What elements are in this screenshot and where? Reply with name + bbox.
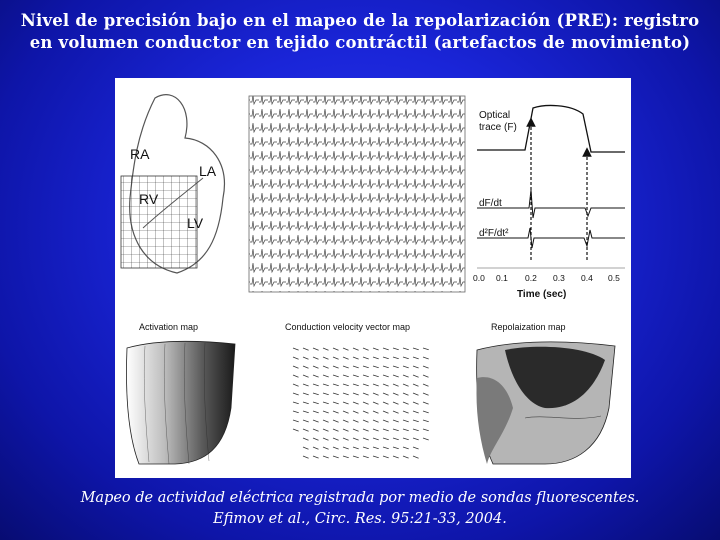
velocity-vector [393, 375, 399, 377]
slide-title [20, 10, 700, 54]
velocity-vector [293, 375, 299, 377]
velocity-vector [293, 357, 299, 359]
time-axis-label: Time (sec) [517, 289, 567, 300]
velocity-vector [353, 375, 359, 377]
velocity-vector [383, 375, 389, 377]
velocity-vector [423, 393, 429, 395]
label-la: LA [199, 163, 217, 179]
velocity-vector [393, 447, 399, 449]
velocity-vector [313, 438, 319, 440]
velocity-vector [303, 366, 309, 368]
velocity-vector [403, 420, 409, 422]
velocity-vector [293, 393, 299, 395]
velocity-vector [393, 456, 399, 458]
velocity-vector [333, 429, 339, 431]
velocity-vector [413, 456, 419, 458]
velocity-vector [323, 402, 329, 404]
velocity-vector [363, 384, 369, 386]
velocity-vector [303, 375, 309, 377]
velocity-vector [403, 447, 409, 449]
velocity-vector [323, 429, 329, 431]
velocity-vector [383, 348, 389, 350]
velocity-vector [363, 366, 369, 368]
conduction-map-title: Conduction velocity vector map [285, 322, 411, 332]
velocity-vector [343, 366, 349, 368]
velocity-vector [313, 366, 319, 368]
velocity-vector [373, 375, 379, 377]
optical-trace-plot [473, 106, 625, 300]
velocity-vector [333, 402, 339, 404]
velocity-vector [363, 393, 369, 395]
velocity-vector [333, 447, 339, 449]
label-ra: RA [130, 146, 150, 162]
velocity-vector [363, 411, 369, 413]
velocity-vector [423, 348, 429, 350]
label-optical-2: trace (F) [479, 122, 517, 133]
velocity-vector [303, 447, 309, 449]
velocity-vector [413, 393, 419, 395]
velocity-vector [373, 393, 379, 395]
velocity-vector [343, 402, 349, 404]
velocity-vector [363, 438, 369, 440]
velocity-vector [393, 411, 399, 413]
caption-line-1: Mapeo de actividad eléctrica registrada por medio de sondas fluorescentes. [80, 490, 640, 506]
velocity-vector [313, 402, 319, 404]
velocity-vector [383, 357, 389, 359]
velocity-vector [293, 420, 299, 422]
velocity-vector [323, 357, 329, 359]
velocity-vector [313, 456, 319, 458]
velocity-vector [353, 447, 359, 449]
label-rv: RV [139, 191, 159, 207]
velocity-vector [343, 420, 349, 422]
electrode-grid [121, 176, 197, 268]
velocity-vector [323, 375, 329, 377]
velocity-vector [323, 384, 329, 386]
velocity-vector [393, 393, 399, 395]
velocity-vector [423, 375, 429, 377]
velocity-vector [343, 384, 349, 386]
velocity-vector [353, 429, 359, 431]
velocity-vector [403, 384, 409, 386]
velocity-vector [413, 348, 419, 350]
velocity-vector [373, 348, 379, 350]
velocity-vector [323, 438, 329, 440]
velocity-vector [303, 438, 309, 440]
velocity-vector [373, 420, 379, 422]
label-optical-1: Optical [479, 110, 511, 121]
velocity-vector [383, 429, 389, 431]
velocity-vector [423, 357, 429, 359]
velocity-vector [293, 429, 299, 431]
velocity-vector [403, 375, 409, 377]
velocity-vector [423, 429, 429, 431]
velocity-vector [413, 384, 419, 386]
velocity-vector [373, 402, 379, 404]
tick-0: 0.0 [473, 273, 485, 283]
velocity-vector [393, 348, 399, 350]
figure-svg [115, 78, 631, 478]
velocity-vector [403, 348, 409, 350]
velocity-vector [353, 384, 359, 386]
velocity-vector [313, 384, 319, 386]
velocity-vector [333, 411, 339, 413]
velocity-vector [373, 366, 379, 368]
velocity-vector [413, 402, 419, 404]
velocity-vector [343, 393, 349, 395]
velocity-vector [393, 402, 399, 404]
tick-3: 0.3 [553, 273, 565, 283]
velocity-vector [383, 456, 389, 458]
velocity-vector [403, 366, 409, 368]
trace-grid [249, 96, 465, 292]
velocity-vector [363, 357, 369, 359]
velocity-vector [313, 429, 319, 431]
velocity-vector [353, 438, 359, 440]
velocity-vector [343, 411, 349, 413]
velocity-vector [303, 420, 309, 422]
velocity-vector [383, 393, 389, 395]
velocity-vector [393, 429, 399, 431]
velocity-vector [383, 384, 389, 386]
velocity-vector [413, 375, 419, 377]
velocity-vector [363, 429, 369, 431]
velocity-vector [353, 366, 359, 368]
velocity-vector [293, 402, 299, 404]
velocity-vector [413, 447, 419, 449]
velocity-vector [413, 357, 419, 359]
activation-map [127, 322, 236, 464]
velocity-vector [423, 438, 429, 440]
velocity-vector [403, 429, 409, 431]
figure-panel [115, 78, 631, 478]
activation-map-title: Activation map [139, 322, 199, 332]
velocity-vector [313, 375, 319, 377]
velocity-vector [313, 393, 319, 395]
velocity-vector [293, 348, 299, 350]
velocity-vector [353, 411, 359, 413]
velocity-vector [333, 375, 339, 377]
conduction-velocity-map [285, 322, 429, 458]
velocity-vector [363, 348, 369, 350]
velocity-vector [423, 420, 429, 422]
velocity-vector [343, 438, 349, 440]
velocity-vector [373, 384, 379, 386]
velocity-vector [303, 384, 309, 386]
velocity-vector [353, 456, 359, 458]
velocity-vector [423, 366, 429, 368]
velocity-vector [333, 348, 339, 350]
velocity-vector [363, 420, 369, 422]
label-df: dF/dt [479, 198, 502, 209]
velocity-vector [383, 438, 389, 440]
vector-field [293, 348, 429, 458]
velocity-vector [333, 384, 339, 386]
tick-5: 0.5 [608, 273, 620, 283]
velocity-vector [393, 438, 399, 440]
velocity-vector [413, 429, 419, 431]
velocity-vector [313, 357, 319, 359]
velocity-vector [353, 393, 359, 395]
velocity-vector [363, 456, 369, 458]
velocity-vector [353, 420, 359, 422]
velocity-vector [413, 420, 419, 422]
velocity-vector [323, 420, 329, 422]
repolarization-map [476, 322, 615, 464]
velocity-vector [313, 420, 319, 422]
velocity-vector [353, 357, 359, 359]
velocity-vector [343, 348, 349, 350]
velocity-vector [403, 357, 409, 359]
velocity-vector [363, 447, 369, 449]
label-lv: LV [187, 215, 204, 231]
velocity-vector [393, 420, 399, 422]
velocity-vector [363, 402, 369, 404]
velocity-vector [323, 411, 329, 413]
velocity-vector [303, 411, 309, 413]
velocity-vector [403, 393, 409, 395]
velocity-vector [413, 411, 419, 413]
velocity-vector [333, 357, 339, 359]
velocity-vector [333, 420, 339, 422]
velocity-vector [293, 384, 299, 386]
velocity-vector [383, 420, 389, 422]
velocity-vector [303, 393, 309, 395]
velocity-vector [333, 366, 339, 368]
velocity-vector [343, 447, 349, 449]
velocity-vector [333, 393, 339, 395]
velocity-vector [393, 357, 399, 359]
velocity-vector [313, 411, 319, 413]
velocity-vector [303, 429, 309, 431]
velocity-vector [343, 429, 349, 431]
velocity-vector [343, 357, 349, 359]
velocity-vector [293, 411, 299, 413]
activation-map-image [127, 341, 236, 464]
velocity-vector [383, 447, 389, 449]
velocity-vector [333, 438, 339, 440]
tick-2: 0.2 [525, 273, 537, 283]
velocity-vector [323, 348, 329, 350]
velocity-vector [413, 366, 419, 368]
caption-line-2: Efimov et al., Circ. Res. 95:21-33, 2004. [213, 511, 507, 527]
title-line-1: Nivel de precisión bajo en el mapeo de la repolarización (PRE): registro [20, 11, 700, 30]
velocity-vector [383, 411, 389, 413]
velocity-vector [363, 375, 369, 377]
velocity-vector [353, 402, 359, 404]
velocity-vector [303, 402, 309, 404]
velocity-vector [293, 366, 299, 368]
velocity-vector [343, 456, 349, 458]
velocity-vector [403, 438, 409, 440]
velocity-vector [303, 456, 309, 458]
velocity-vector [373, 456, 379, 458]
velocity-vector [383, 402, 389, 404]
velocity-vector [393, 384, 399, 386]
velocity-vector [373, 438, 379, 440]
heart-diagram [121, 95, 224, 273]
velocity-vector [323, 447, 329, 449]
repolarization-map-title: Repolaization map [491, 322, 566, 332]
velocity-vector [303, 348, 309, 350]
velocity-vector [313, 447, 319, 449]
slide-caption [20, 488, 700, 530]
tick-4: 0.4 [581, 273, 593, 283]
velocity-vector [333, 456, 339, 458]
velocity-vector [323, 393, 329, 395]
velocity-vector [373, 411, 379, 413]
tick-1: 0.1 [496, 273, 508, 283]
velocity-vector [423, 384, 429, 386]
velocity-vector [403, 456, 409, 458]
velocity-vector [373, 429, 379, 431]
velocity-vector [323, 366, 329, 368]
velocity-vector [323, 456, 329, 458]
velocity-vector [393, 366, 399, 368]
velocity-vector [373, 447, 379, 449]
velocity-vector [403, 411, 409, 413]
velocity-vector [373, 357, 379, 359]
velocity-vector [423, 402, 429, 404]
velocity-vector [353, 348, 359, 350]
label-d2f: d²F/dt² [479, 228, 509, 239]
velocity-vector [383, 366, 389, 368]
velocity-vector [413, 438, 419, 440]
title-line-2: en volumen conductor en tejido contráctil (artefactos de movimiento) [29, 33, 691, 52]
velocity-vector [303, 357, 309, 359]
signal-array [249, 96, 465, 292]
velocity-vector [343, 375, 349, 377]
velocity-vector [403, 402, 409, 404]
velocity-vector [313, 348, 319, 350]
velocity-vector [423, 411, 429, 413]
